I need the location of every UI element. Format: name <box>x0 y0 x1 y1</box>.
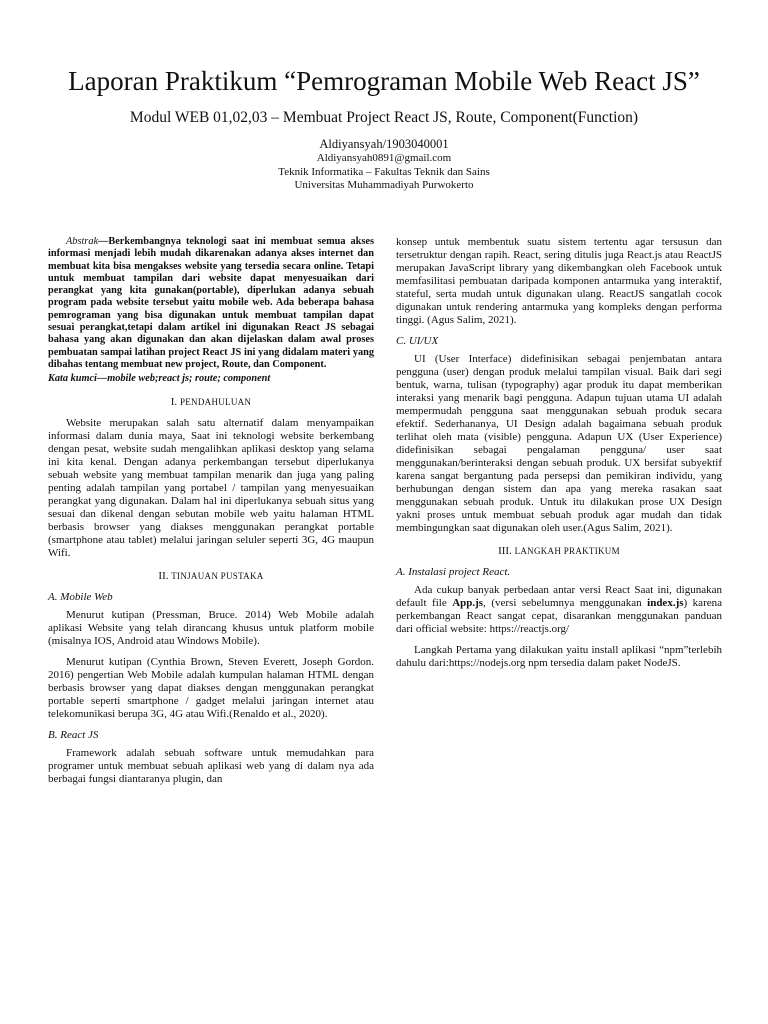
paragraph-install-1 <box>396 584 722 636</box>
subsection-heading-react-js: B. React JS <box>48 728 99 741</box>
subsection-heading-instalasi: A. Instalasi project React. <box>396 566 511 578</box>
subsection-heading-mobile-web: A. Mobile Web <box>48 590 113 603</box>
section-heading-tinjauan <box>48 570 374 583</box>
paragraph-react-right: konsep untuk membentuk suatu sistem tertentu agar tersusun dan tersetruktur dengan rapih. React, sering ditulis juga React.js atau ReactJS merupakan JavaScript library yang dikembangkan oleh Facebook untuk memfasilitasi pembuatan daripada komponen antarmuka yang interaktif, stateful, serta mudah untuk digunakan ulang. ReactJS sangatlah cocok digunakan untuk rendering antarmuka yang kompleks dengan performa tinggi. (Agus Salim, 2021). <box>396 236 722 326</box>
keywords: Kata kumci—mobile web;react js; route; component <box>48 373 271 385</box>
author-email: Aldiyansyah0891@gmail.com <box>316 152 452 164</box>
section-number: II. <box>158 569 169 582</box>
paper-subtitle: Modul WEB 01,02,03 – Membuat Project React JS, Route, Component(Function) <box>129 109 639 126</box>
section-number: III. <box>498 545 512 557</box>
paragraph-mobile-1: Menurut kutipan (Pressman, Bruce. 2014) Web Mobile adalah aplikasi Website yang telah dirancang khusus untuk platform mobile (misalnya IOS, Android atau Windows Mobile). <box>48 608 374 647</box>
section-title: PENDAHULUAN <box>179 396 252 407</box>
abstract-label: Abstrak <box>66 236 99 247</box>
install-text-part: ) karena perkembangan React sangat cepat, disarankan menggunakan panduan dari official website: https://reactjs.org/ <box>396 597 722 635</box>
paragraph-install-2: Langkah Pertama yang dilakukan yaitu install aplikasi “npm”terlebih dahulu dari:https://nodejs.org npm tersedia dalam paket NodeJS. <box>396 644 722 669</box>
paragraph-ui-ux: UI (User Interface) didefinisikan sebagai penjembatan antara pengguna (user) dengan produk melalui tampilan visual. Baik dari segi bentuk, warna, tulisan (typography) agar produk itu dapat memberikan interaksi yang menarik bagi pengguna. Adapun tujuan utama UI adalah mempermudah pengguna saat menggunakan sebuah produk secara efektif. Sederhananya, UI Design adalah bagaimana sebuah produk terlihat oleh mata (visible) pengguna. Adapun UX (User Experience) didefinisikan sebagai pengalaman pengguna/ user saat menggunakan/berinteraksi dengan sebuah produk. UX bersifat subyektif karena sangat bergantung pada persepsi dan pemikiran individu, yang berhubungan dengan sistem dan apa yang mereka rasakan saat menggunakan sebuah produk. Untuk itu dilakukan prose UX Design yakni proses untuk membuat sebuah produk agar mudah dan tidak membingungkan saat digunakan oleh user.(Agus Salim, 2021). <box>396 353 722 534</box>
author-name: Aldiyansyah/1903040001 <box>319 137 449 151</box>
right-column <box>396 236 722 670</box>
author-university: Universitas Muhammadiyah Purwokerto <box>294 179 474 191</box>
subsection-heading-ui-ux: C. UI/UX <box>396 335 439 347</box>
install-text-part: Ada cukup banyak perbedaan antar versi React Saat ini, digunakan default file <box>396 584 722 609</box>
abstract-text: —Berkembangnya teknologi saat ini membuat semua akses informasi menjadi lebih mudah dikarenakan adanya akses internet dan membuat kita bisa mengakses website yang tersedia secara online. Tetapi untuk membuat tampilan dari website dapat menyesuaikan dari perangkat yang kita gunakan(portable), diperlukan adanya sebuah program pada website tersebut yaitu mobile web. Ada beberapa bahasa pemrograman yang bisa digunakan untuk membuat tampilan dapat sesuai perangkat,tetapi dalam artikel ini digunakan React JS sebagai bahasa yang akan digunakan dan akan dijelaskan dalam awal proses pembuatan sampai latihan project React JS ini yang didalam materi yang dibahas tentang membuat new project, Route, dan Component. <box>48 236 374 370</box>
section-number: I. <box>170 395 178 408</box>
paper-title: Laporan Praktikum “Pemrograman Mobile Web React JS” <box>68 66 700 96</box>
abstract <box>48 236 374 371</box>
author-department: Teknik Informatika – Fakultas Teknik dan Sains <box>278 165 490 178</box>
paragraph-react-left: Framework adalah sebuah software untuk memudahkan para programer untuk membuat sebuah aplikasi web yang di dalam nya ada berbagai fungsi diantaranya plugin, dan <box>48 746 374 785</box>
section-heading-langkah <box>396 545 722 558</box>
filename-index-js: index.js <box>647 597 684 609</box>
install-text-part: , (versi sebelumnya menggunakan <box>483 597 648 609</box>
section-heading-pendahuluan <box>48 396 374 409</box>
paragraph-intro: Website merupakan salah satu alternatif dalam menyampaikan informasi dalam dunia maya, Saat ini teknologi website berkembang dengan pesat, website sudah mengalihkan aplikasi desktop yang selama ini kita kenal. Dengan adanya perkembangan tersebut diperlukanya sebuah website yang membuat tampilan menarik dan juga yang paling penting adalah tampilan yang portabel / tampilan yang menyesuaikan perangkat yang digunakan. Dalam hal ini diperlukanya sebuah situs yang sesuai dan dikenal dengan sebutan mobile web yaitu halaman HTML berbasis browser yang diakses menggunakan perangkat portable (smartphone atau tablet) melalui jaringan seluler seperti 3G, 4G maupun Wifi. <box>48 416 374 559</box>
left-column <box>48 236 374 786</box>
section-title: TINJAUAN PUSTAKA <box>171 570 264 581</box>
paper-header <box>0 64 768 193</box>
section-title: LANGKAH PRAKTIKUM <box>514 546 620 556</box>
filename-app-js: App.js <box>452 597 484 609</box>
paragraph-mobile-2: Menurut kutipan (Cynthia Brown, Steven Everett, Joseph Gordon. 2016) pengertian Web Mobile adalah kumpulan halaman HTML dengan berbasis browser yang dapat diakses dengan menggunakan perangkat portable seperti smartphone / gadget melalui jaringan internet atau telekomunikasi berupa 3G, 4G atau Wifi.(Renaldo et al., 2020). <box>48 655 374 720</box>
